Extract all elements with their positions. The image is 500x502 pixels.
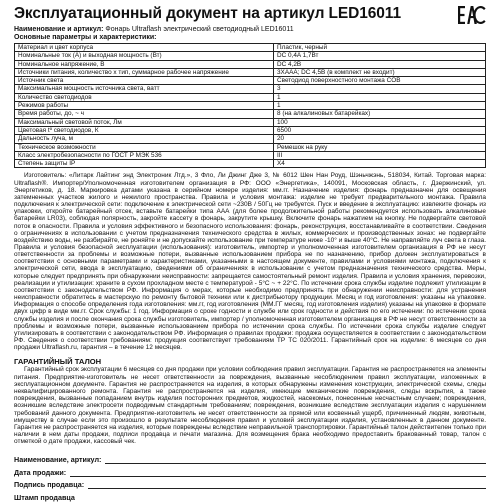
product-name-label: Наименование и артикул: xyxy=(14,26,104,33)
params-row xyxy=(15,44,486,52)
param-name-cell: Материал и цвет корпуса xyxy=(15,44,274,52)
param-name-cell: Максимальный световой поток, Лм xyxy=(15,118,274,126)
param-value-cell: 1 xyxy=(274,93,486,101)
param-value-cell: X4 xyxy=(274,160,486,168)
param-value-cell: 3XAAA; DC 4,5В (в комплект не входит) xyxy=(274,68,486,76)
params-row xyxy=(15,151,486,159)
product-name-line xyxy=(14,26,486,34)
param-name-cell: Техническое возможности xyxy=(15,143,274,151)
params-row xyxy=(15,68,486,76)
param-name-cell: Время работы, до, ~ ч xyxy=(15,110,274,118)
param-name-cell: Класс электробезопасности по ГОСТ Р МЭК 536 xyxy=(15,151,274,159)
operation-text xyxy=(14,172,486,351)
param-value-cell: III xyxy=(274,151,486,159)
operation-paragraph: Изготовитель: «Литарк Лайтинг энд Электроник Лтд.», 3 Фло, Ли Джинг Дже 3, № 6012 Шен Нан Роуд, Шэньчжэнь, 518034, Китай. Торговая марка: Ultraflash®. Импортер/Уполномоченная изготовителем организация в РФ: ООО «Энергетика», 140091, Московская область, г. Дзержинский, ул. Энергетиков, д. 18. Маркировка датами указана в серийном номере изделия: мм.гг. Назначение изделия: фонарь предназначен для освещения затемненных участков жилого и нежилого пространства. Правила и условия монтажа: изделие не требует предварительного монтажа. Правила подключения к электрической сети: подключение к электрической сети ~230В / 50Гц не требуется. Пуск и введение в эксплуатацию: извлеките фонарь из упаковки, откройте батарейный отсек, вставьте батарейки типа ААА (для более продолжительной работы рекомендуется использовать алкалиновые батарейки LR03), соблюдая полярность, закройте кассету в фонарь, закрутите крышку. Включите фонарь нажатием на кнопку. Не подвергайте световой поток в опасности. Правила и условия эффективного и безопасного использования: фонарь, реконструкция, восстанавливайте в соответствии. Сведения о ограничениях в использовании с учетом предназначения технического средства в жилых, коммерческих и производственных зонах: не подвергайте воздействию воды, не разбирайте, не роняйте и не допускайте использование при температуре ниже -10° и выше 40°С. Не направляйте луч света в глаза. Правила и условия безопасной эксплуатации (использования): изготовитель, импортер и уполномоченная изготовителем организация в РФ не несут ответственности за проблемы и возможные потери, вызванные использованием прибора не по назначению, прибор должен эксплуатироваться в соответствии с основными параметрами и характеристиками, указанными в настоящем документе, правилами и условиями монтажа, подключения к электрической сети, ввода в эксплуатацию, сведениями об ограничениях в использовании с учетом предназначения технического средства. Меры, которые следует предпринять при обнаружении неисправности: запрещается самостоятельный ремонт изделия. Правила и условия хранения, перевозки, реализации и утилизации: храните в сухом прохладном месте с температурой - 5°C ~ + 22°C. По истечении срока службы изделие подлежит утилизации в соответствии с законодательством РФ. Информация о мерах, которые необходимо предпринять при обнаружении неисправности: для устранения неисправности обратитесь в мастерскую по ремонту бытовой техники или к дистрибьютору продукции. Месяц и год изготовления: указаны на упаковке. Информация о способе определения года изготовления: мм.гг, год изготовления (ММ.ГГ месяц, год изготовления изделия) указаны на упаковке в формате двух цифр в виде мм.гг. Срок службы: 1 год. Информация о сроке годности и службе или срок годности и действия по его истечении: по истечении срока службы изделия и после окончания срока службы изготовитель, импортер / уполномоченная изготовителем организация в РФ не несут ответственности за проблемы и возможные потери, вызванные использованием прибора по истечении срока службы. По истечении срока службы изделие следует утилизировать в соответствии с законодательством РФ. Информация о правилах продажи: продажа осуществляется в соответствии с законодательством РФ. Сведения о соответствии требованиям: продукция соответствует требованиям ТР ТС 020/2011. Гарантийный срок на изделие: 6 месяцев со дня продажи Ultraflash.ru, гарантия – в течение 12 месяцев. xyxy=(14,172,486,352)
warranty-paragraph: Гарантийный срок эксплуатации 6 месяцев со дня продажи при условии соблюдения правил эксплуатации. Гарантия не распространяется на элементы питания. Предприятие-изготовитель не несет ответственности за повреждения, вызванные несоблюдением правил эксплуатации, изложенных в эксплуатационном документе. Гарантия не распространяется на изделия, в которых обнаружены изменения конструкции, электрической схемы, следы неквалифицированного ремонта. Гарантия не распространяется на изделия, имеющие механические повреждения, следы вскрытия, а также повреждения, вызванные попаданием внутрь изделия посторонних предметов, жидкостей, насекомых, понесенные несчастным случаем; повреждения, возникшие вследствие электросети подводимым стандартным требованиям; повреждения, возникшие вследствие эксплуатации изделия с нарушением требований данного документа. Предприятие-изготовитель не несет ответственности за прямой или косвенный ущерб, причиненный людям, животным, имуществу в случае если это произошло в результате несоблюдения правил и условий эксплуатации изделия, установленных в данном документе. Гарантия не распространяется на изделия, которые повреждены вследствие неправильной транспортировки. Гарантийный талон действителен только при наличии в нем даты продажи, подписи продавца и печати магазина. Для возмещения брака необходимо предоставить бракованный товар, талон с отметкой о дате продажи, кассовый чек. xyxy=(14,366,486,446)
form-row-name xyxy=(14,452,486,465)
param-value-cell: Пластик, черный xyxy=(274,44,486,52)
param-value-cell: 3 xyxy=(274,85,486,93)
form-row-date xyxy=(14,464,486,477)
param-value-cell: DC 4,2В xyxy=(274,60,486,68)
param-value-cell: DC 0,4A 1,7Вт xyxy=(274,52,486,60)
params-row xyxy=(15,60,486,68)
warranty-title: ГАРАНТИЙНЫЙ ТАЛОН xyxy=(14,357,102,367)
param-name-cell: Номинальное напряжение, В xyxy=(15,60,274,68)
params-heading: Основные параметры и характеристики: xyxy=(14,34,157,42)
param-value-cell: Светодиод поверхностного монтажа COB xyxy=(274,77,486,85)
warranty-text xyxy=(14,366,486,445)
param-name-cell: Степень защиты IP xyxy=(15,160,274,168)
param-name-cell: Дальность луча, м xyxy=(15,135,274,143)
params-row xyxy=(15,160,486,168)
param-value-cell: 100 xyxy=(274,118,486,126)
seller-line xyxy=(88,480,486,489)
params-row xyxy=(15,118,486,126)
params-row xyxy=(15,143,486,151)
date-label: Дата продажи: xyxy=(14,467,67,477)
params-table xyxy=(14,43,486,168)
param-name-cell: Источник света xyxy=(15,77,274,85)
form-row-seller xyxy=(14,477,486,490)
param-value-cell: 1 xyxy=(274,102,486,110)
stamp-label: Штамп продавца xyxy=(14,492,75,502)
params-row xyxy=(15,110,486,118)
seller-label: Подпись продавца: xyxy=(14,480,85,490)
eac-mark-icon xyxy=(458,5,486,25)
param-value-cell: 8 (на алкалиновых батарейках) xyxy=(274,110,486,118)
params-row xyxy=(15,135,486,143)
warranty-form xyxy=(14,452,486,502)
title-row xyxy=(14,4,486,26)
param-name-cell: Цветовая tº светодиодов, К xyxy=(15,126,274,134)
param-value-cell: Ремешок на руку xyxy=(274,143,486,151)
params-row xyxy=(15,77,486,85)
param-value-cell: 20 xyxy=(274,135,486,143)
param-name-cell: Максимальная мощность источника света, ватт xyxy=(15,85,274,93)
params-row xyxy=(15,102,486,110)
name-line xyxy=(105,455,486,464)
param-name-cell: Режимов работы xyxy=(15,102,274,110)
param-name-cell: Количество светодиодов xyxy=(15,93,274,101)
product-name-value: Фонарь Ultraflash электрический светодиодный LED16011 xyxy=(105,26,294,33)
name-label: Наименование, артикул: xyxy=(14,455,102,465)
param-name-cell: Источники питания, количество х тип, суммарное рабочее напряжение xyxy=(15,68,274,76)
params-row xyxy=(15,126,486,134)
date-line xyxy=(70,468,486,477)
param-value-cell: 6500 xyxy=(274,126,486,134)
document-title: Эксплуатационный документ на артикул LED16011 xyxy=(14,5,401,22)
params-row xyxy=(15,52,486,60)
params-row xyxy=(15,93,486,101)
param-name-cell: Номинальные ток (А) и выходная мощность (Вт) xyxy=(15,52,274,60)
params-row xyxy=(15,85,486,93)
